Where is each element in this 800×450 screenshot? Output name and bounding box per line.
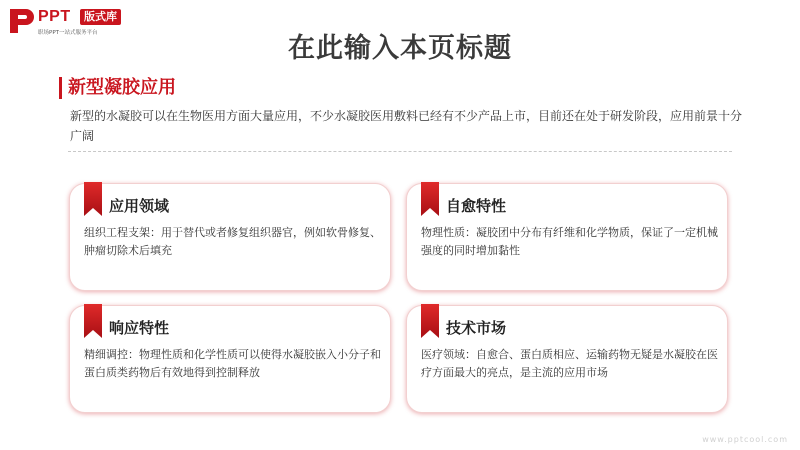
- card-self-healing: [406, 183, 728, 291]
- page-title: 在此输入本页标题: [288, 33, 512, 64]
- card-tech-market: [406, 305, 728, 413]
- ribbon-bookmark-icon: [421, 182, 439, 216]
- card-description: 医疗领域：自愈合、蛋白质相应、运输药物无疑是水凝胶在医疗方面最大的亮点，是主流的应用市场: [421, 348, 718, 379]
- ribbon-bookmark-icon: [421, 304, 439, 338]
- watermark: www.pptcool.com: [702, 435, 788, 444]
- section-description: 新型的水凝胶可以在生物医用方面大量应用，不少水凝胶医用敷料已经有不少产品上市，目前还在处于研发阶段，应用前景十分广阔: [70, 109, 743, 143]
- logo-brand: PPT: [38, 8, 71, 25]
- ribbon-bookmark-icon: [84, 182, 102, 216]
- card-title: 应用领域: [109, 197, 170, 215]
- card-description: 物理性质：凝胶团中分布有纤维和化学物质，保证了一定机械强度的同时增加黏性: [421, 226, 718, 257]
- card-description: 精细调控：物理性质和化学性质可以使得水凝胶嵌入小分子和蛋白质类药物后有效地得到控制释放: [84, 348, 381, 379]
- card-application-field: [69, 183, 391, 291]
- ribbon-bookmark-icon: [84, 304, 102, 338]
- card-title: 技术市场: [446, 319, 507, 337]
- card-description: 组织工程支架：用于替代或者修复组织器官，例如软骨修复、肿瘤切除术后填充: [84, 226, 381, 257]
- logo-tagline: 职场PPT一站式服务平台: [38, 30, 98, 36]
- card-title: 响应特性: [109, 319, 170, 337]
- card-title: 自愈特性: [446, 197, 507, 215]
- section-accent-bar: [59, 77, 62, 99]
- section-title: 新型凝胶应用: [68, 77, 176, 98]
- card-responsive: [69, 305, 391, 413]
- logo-badge: 版式库: [80, 9, 121, 25]
- dashed-divider: [68, 151, 732, 152]
